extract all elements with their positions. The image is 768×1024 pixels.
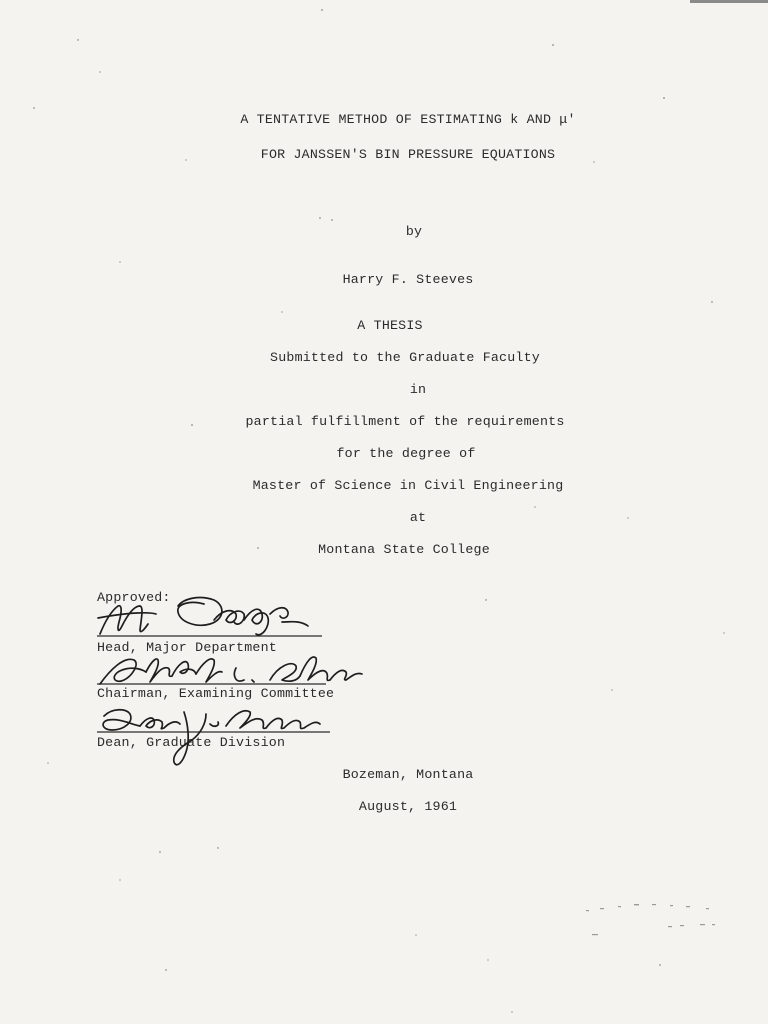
- approved-heading: Approved:: [97, 590, 171, 605]
- submitted-line: Submitted to the Graduate Faculty: [270, 350, 540, 365]
- signatory-dean-graduate-division: Dean, Graduate Division: [97, 735, 286, 750]
- signatory-head-major-department: Head, Major Department: [97, 640, 277, 655]
- partial-fulfillment-line: partial fulfillment of the requirements: [245, 414, 565, 429]
- by-label: by: [405, 224, 423, 239]
- institution-line: Montana State College: [318, 542, 490, 557]
- faint-stamp-marks: [586, 904, 715, 935]
- place-line: Bozeman, Montana: [342, 767, 474, 782]
- at-line: at: [409, 510, 427, 525]
- degree-line: Master of Science in Civil Engineering: [252, 478, 564, 493]
- author-name: Harry F. Steeves: [342, 272, 474, 287]
- signatory-chairman-committee: Chairman, Examining Committee: [97, 686, 335, 701]
- title-line-1: A TENTATIVE METHOD OF ESTIMATING k AND μ': [240, 112, 576, 127]
- scan-edge-mark: [690, 0, 768, 3]
- thesis-label: A THESIS: [357, 318, 423, 333]
- date-line: August, 1961: [358, 799, 458, 814]
- degree-for-line: for the degree of: [336, 446, 476, 461]
- in-line: in: [409, 382, 427, 397]
- title-line-2: FOR JANSSEN'S BIN PRESSURE EQUATIONS: [260, 147, 556, 162]
- signature-2: [100, 657, 362, 684]
